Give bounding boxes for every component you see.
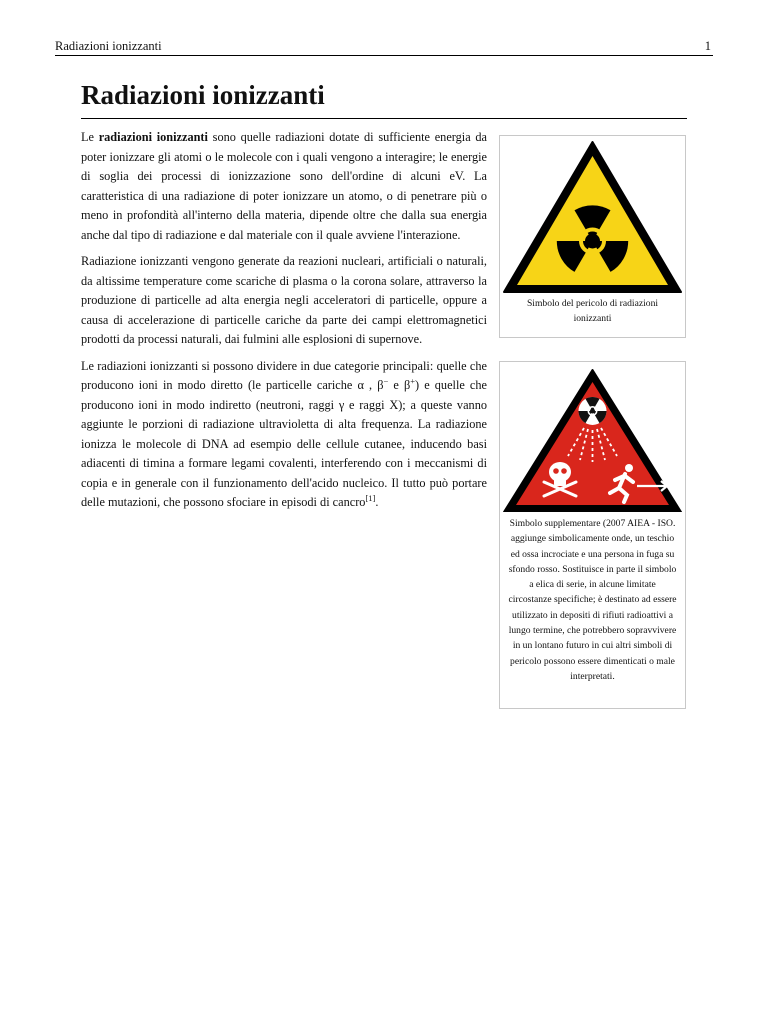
radiation-warning-icon [500, 138, 685, 296]
article-title: Radiazioni ionizzanti [81, 80, 325, 110]
supplementary-radiation-warning-icon [500, 364, 685, 512]
p3-sup-minus: − [383, 376, 389, 386]
figure-supplementary-symbol [499, 361, 686, 709]
figure-2-caption: Simbolo supplementare (2007 AIEA - ISO. aggiunge simbolicamente onde, un teschio ed ossa incrociate e una persona in fuga su sfondo rosso. Sostituisce in parte il simbolo a elica di serie, in alcune limitate circostanze specifiche; è destinato ad essere utilizzato in depositi di rifiuti radioattivi a lungo termine, che potrebbero sopravvivere in un lontano futuro in cui altri simboli di pericolo possono essere dimenticati o male interpretati. [508, 518, 677, 682]
p1-bold-term: radiazioni ionizzanti [98, 130, 208, 144]
p3-text-2: e β [388, 378, 411, 392]
p1-text: sono quelle radiazioni dotate di sufficiente energia da poter ionizzare gli atomi o le molecole con i quali vengono a interagire; le energie di soglia dei processi di ionizzazione sono dell'ordine di alcuni eV. La caratteristica di una radiazione di poter ionizzare un atomo, o di penetrare più o meno in profondità all'interno della materia, dipende oltre che dalla sua energia anche dal tipo di radiazione e dal materiale con il quale avviene l'interazione. [81, 130, 487, 242]
paragraph-2: Radiazione ionizzanti vengono generate da reazioni nucleari, artificiali o naturali, da altissime temperature come scariche di plasma o la corona solare, attraverso la produzione di particelle ad alta energia negli acceleratori di particelle, oppure a causa di accelerazione di particelle cariche da parte dei campi elettromagnetici prodotti da processi naturali, dai fulmini alle esplosioni di supernove. [81, 254, 487, 346]
article-body [81, 128, 487, 520]
running-header [55, 38, 713, 56]
p3-text-1: Le radiazioni ionizzanti si possono dividere in due categorie principali: quelle che producono ioni in modo diretto (le particelle cariche α , β [81, 358, 487, 392]
p3-end: . [375, 495, 379, 509]
p3-sup-plus: + [410, 376, 415, 386]
citation-link[interactable]: [1] [365, 493, 376, 503]
figure-1-caption: Simbolo del pericolo di radiazioni ionizzanti [526, 298, 659, 325]
title-rule [81, 118, 687, 119]
p3-text-3: ) e quelle che producono ioni in modo indiretto (neutroni, raggi γ e raggi X); a queste vanno aggiunte le porzioni di radiazione ultravioletta di alta frequenza. La radiazione ionizza le molecole di DNA ad esempio delle cellule cutanee, inducendo basi adiacenti di timina a formare legami covalenti, interferendo con i meccanismi di copia e in generale con il funzionamento dell'acido nucleico. Il tutto può portare delle mutazioni, che possono sfociare in episodi di cancro [81, 378, 487, 509]
running-title: Radiazioni ionizzanti [55, 39, 162, 53]
figure-radiation-symbol [499, 135, 686, 338]
paragraph-1 [81, 128, 487, 245]
page-number: 1 [704, 39, 711, 53]
p1-prefix: Le [81, 130, 99, 144]
paragraph-3 [81, 357, 487, 513]
